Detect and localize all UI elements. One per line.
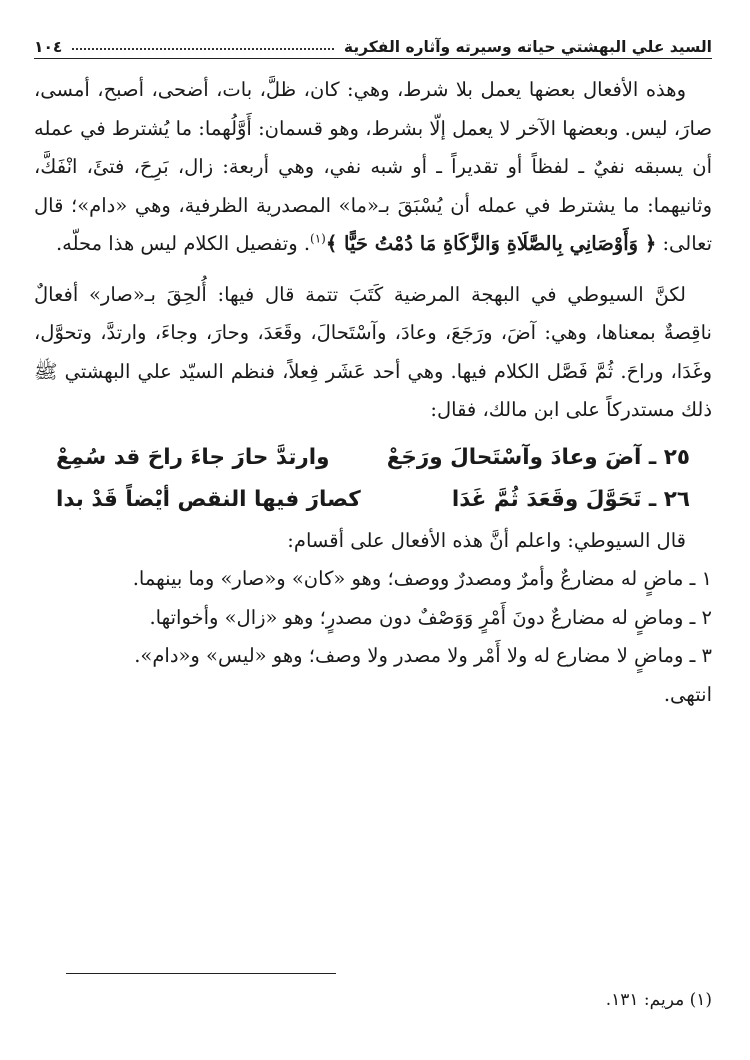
closing-word: انتهى. <box>663 682 712 706</box>
page-number: ١٠٤ <box>34 38 63 56</box>
footnote: (١) مريم: ١٣١. <box>605 990 712 1010</box>
list-item: ٣ ـ وماضٍ لا مضارع له ولا أَمْر ولا مصدر ولا وصف؛ وهو «ليس» و«دام». <box>134 644 712 667</box>
verse-second-half: كصارَ فيها النقص أيْضاً قَدْ بدا <box>56 487 361 513</box>
paragraph-1-text: وهذه الأفعال بعضها يعمل بلا شرط، وهي: كان، ظلَّ، بات، أضحى، أصبح، أمسى، صارَ، ليس. وبعضها الآخر لا يعمل إلّا بشرط، وهو قسمان: أَوَّلُهما: ما يُشترط في عمله أن يسبقه نفيٌ ـ لفظاً أو تقديراً ـ أو شبه نفي، وهي أربعة: زال، بَرِحَ، فتئَ، انْفَكَّ، وثانيهما: ما يشترط في عمله أن يُسْبَقَ بـ«ما» المصدرية الظرفية، وهي «دام»؛ قال تعالى: <box>34 78 712 255</box>
paragraph-1 <box>34 71 712 264</box>
footnote-ref: (١) <box>310 231 326 246</box>
header-dot-leader <box>72 48 334 50</box>
quran-verse: ﴿ وَأَوْصَانِي بِالصَّلَاةِ وَالزَّكَاةِ مَا دُمْتُ حَيًّا ﴾ <box>325 232 657 255</box>
poem-verses <box>56 438 690 522</box>
verse-second-half: وارتدَّ حارَ جاءَ راحَ قد سُمِعْ <box>56 445 330 471</box>
list-item: ٢ ـ وماضٍ له مضارعٌ دونَ أَمْرٍ وَوَصْفٌ دون مصدرٍ؛ وهو «زال» وأخواتها. <box>149 605 712 629</box>
paragraph-1-end: . وتفصيل الكلام ليس هذا محلّه. <box>55 232 311 255</box>
suyuti-intro: قال السيوطي: واعلم أنَّ هذه الأفعال على أقسام: <box>287 528 686 552</box>
paragraph-2: لكنَّ السيوطي في البهجة المرضية كَتَبَ تتمة قال فيها: أُلحِقَ بـ«صار» أفعالٌ ناقِصةٌ بمعناها، وهي: آضَ، ورَجَعَ، وعادَ، وآسْتَحالَ، وقَعَدَ، وحارَ، وجاءَ، وارتدَّ، وتحوَّل، وغَدَا، وراحَ. ثُمَّ فَصَّل الكلام فيها. وهي أحد عَشَر فِعلاً، فنظم السيّد علي البهشتي ﷺ ذلك مستدركاً على ابن مالك، فقال: <box>34 282 712 421</box>
list-item: ١ ـ ماضٍ له مضارعٌ وأمرٌ ومصدرٌ ووصف؛ وهو «كان» و«صار» وما بينهما. <box>132 567 712 590</box>
categories-list <box>34 560 712 676</box>
footnote-separator <box>66 973 336 974</box>
verse-25 <box>56 438 690 480</box>
verse-26 <box>56 480 690 522</box>
verse-first-half: ٢٥ ـ آضَ وعادَ وآسْتَحالَ ورَجَعْ <box>386 445 690 471</box>
verse-first-half: ٢٦ ـ تَحَوَّلَ وقَعَدَ ثُمَّ غَدَا <box>451 487 690 513</box>
running-title: السيد علي البهشتي حياته وسيرته وآثاره الفكرية <box>343 38 712 56</box>
page-body <box>34 71 712 714</box>
page-header <box>34 30 712 59</box>
